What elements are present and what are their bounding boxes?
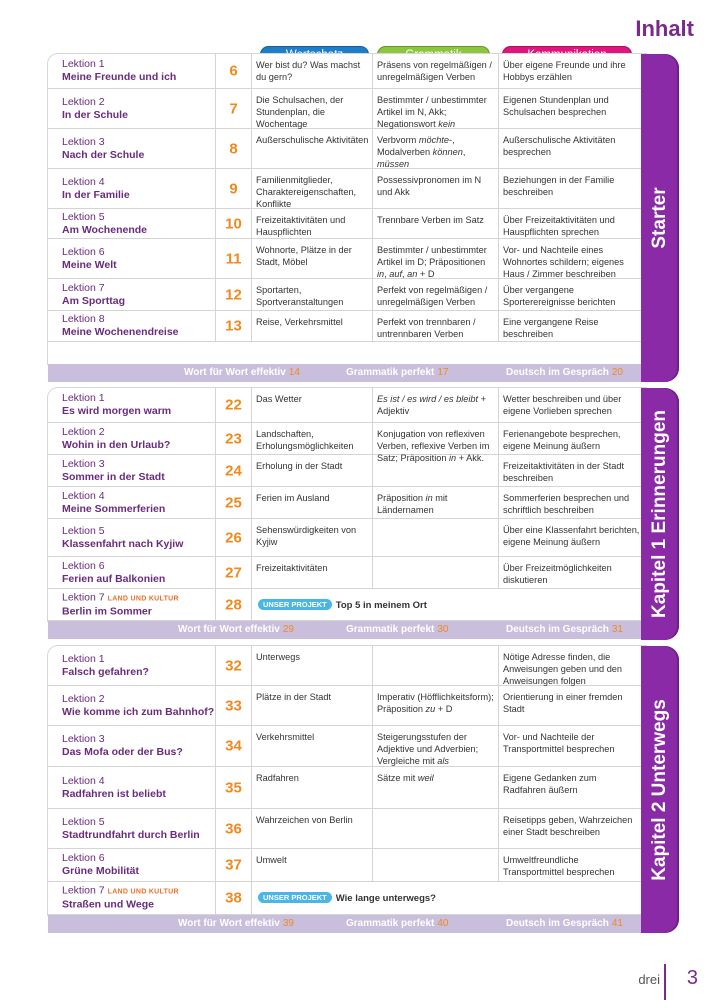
lesson-page-number: 11 [225,250,242,267]
lesson-page-number: 7 [229,100,238,117]
chapter-section [48,54,648,382]
grammatik-cell [373,487,499,518]
lesson-row [48,589,643,621]
wortschatz-text: Ferien im Ausland [256,493,330,503]
lesson-row [48,129,643,169]
page-cell [216,646,252,685]
kommunikation-text: Vor- und Nachteile der Transportmittel besprechen [503,732,615,754]
lesson-cell [48,455,216,486]
footer-item-wfw: Wort für Wort effektiv 29 [178,624,294,635]
lesson-page-number: 32 [225,657,242,674]
wortschatz-cell [252,809,373,848]
lesson-cell [48,169,216,208]
kommunikation-text: Orientierung in einer fremden Stadt [503,692,623,714]
page-number-divider [664,964,666,1000]
page-cell [216,455,252,486]
wortschatz-cell [252,209,373,238]
grammatik-text: Perfekt von regelmäßigen / unregelmäßigen Verben [377,285,488,307]
grammatik-text: Präposition in mit Ländernamen [377,493,448,515]
page-cell [216,519,252,556]
kommunikation-text: Nötige Adresse finden, die Anweisungen geben und den Anweisungen folgen [503,652,623,686]
page-cell [216,767,252,808]
wortschatz-cell [252,423,373,454]
grammatik-cell [373,646,499,685]
lesson-page-number: 13 [225,317,242,335]
wortschatz-text: Das Wetter [256,394,302,404]
lesson-cell [48,311,216,341]
wortschatz-text: Landschaften, Erholungsmöglichkeiten [256,429,354,451]
grammatik-cell [373,455,499,486]
page-cell [216,311,252,341]
chapter-section [48,388,648,640]
lesson-row [48,388,643,423]
wortschatz-text: Erholung in der Stadt [256,461,343,471]
lesson-row [48,882,643,915]
lesson-cell [48,882,216,914]
page-cell [216,239,252,278]
project-badge: UNSER PROJEKT [258,892,332,903]
page-cell [216,169,252,208]
lesson-cell [48,646,216,685]
lesson-row [48,487,643,519]
wortschatz-cell [252,557,373,588]
kommunikation-cell [499,686,643,725]
lesson-page-number: 35 [225,779,242,796]
lesson-row [48,809,643,849]
lesson-title: In der Familie [62,188,130,201]
page-cell [216,279,252,310]
project-title: Top 5 in meinem Ort [335,599,427,611]
wortschatz-text: Wohnorte, Plätze in der Stadt, Möbel [256,245,352,267]
lesson-cell [48,388,216,422]
grammatik-text: Konjugation von reflexiven Verben, reflexive Verben im Satz; Präposition in + Akk. [377,429,490,463]
page-cell [216,557,252,588]
lesson-page-number: 33 [225,697,242,714]
lesson-page-number: 23 [225,430,242,447]
wortschatz-cell [252,169,373,208]
grammatik-cell [373,239,499,278]
lesson-page-number: 37 [225,856,242,874]
page-cell [216,129,252,168]
section-footer [48,915,645,933]
lesson-page-number: 36 [225,820,242,837]
chapter-tab [641,646,679,933]
grammatik-text: Bestimmter / unbestimmter Artikel im N, Akk; Negationswort kein [377,95,487,129]
wortschatz-text: Sehenswürdigkeiten von Kyjiw [256,525,357,547]
footer-page-number: 29 [282,624,294,635]
lesson-number: Lektion 6 [62,852,105,864]
grammatik-cell [373,726,499,766]
lesson-number: Lektion 4 [62,489,105,502]
section-footer [48,364,645,382]
lesson-title: Das Mofa oder der Bus? [62,746,183,758]
kommunikation-text: Freizeitaktivitäten in der Stadt beschreiben [503,461,625,483]
lesson-number: Lektion 2 [62,425,105,438]
lesson-title: Klassenfahrt nach Kyjiw [62,537,184,550]
lesson-number: Lektion 1 [62,392,105,404]
grammatik-cell [373,557,499,588]
wortschatz-text: Verkehrsmittel [256,732,315,742]
footer-item-gp: Grammatik perfekt 30 [346,624,449,635]
lesson-title: Am Wochenende [62,223,147,236]
lesson-row [48,209,643,239]
lesson-title: Es wird morgen warm [62,405,172,417]
lesson-page-number: 26 [225,529,242,546]
page-cell [216,849,252,881]
footer-page-number: 30 [437,624,449,635]
kommunikation-text: Beziehungen in der Familie beschreiben [503,175,615,197]
kommunikation-cell [499,809,643,848]
lesson-row [48,455,643,487]
kommunikation-cell [499,726,643,766]
lesson-title: In der Schule [62,108,128,121]
grammatik-text: Steigerungsstufen der Adjektive und Adverbien; Vergleiche mit als [377,732,479,766]
kommunikation-text: Eigenen Stundenplan und Schulsachen besprechen [503,95,609,117]
lesson-title: Sommer in der Stadt [62,470,165,483]
lesson-page-number: 10 [225,215,242,232]
lesson-cell [48,239,216,278]
page-cell [216,423,252,454]
lesson-title: Straßen und Wege [62,898,154,911]
lesson-title: Meine Sommerferien [62,502,166,515]
grammatik-text: Bestimmter / unbestimmter Artikel im D; Präpositionen in, auf, an + D [377,245,487,279]
kommunikation-cell [499,557,643,588]
grammatik-text: Präsens von regelmäßigen / unregelmäßigen Verben [377,60,492,82]
wortschatz-cell [252,726,373,766]
lesson-row [48,279,643,311]
kommunikation-text: Außerschulische Aktivitäten besprechen [503,135,616,157]
lesson-row [48,646,643,686]
kommunikation-cell [499,767,643,808]
lesson-title: Falsch gefahren? [62,665,149,678]
lesson-number: Lektion 1 [62,652,105,665]
wortschatz-text: Wer bist du? Was machst du gern? [256,60,361,82]
lesson-title: Stadtrundfahrt durch Berlin [62,828,200,841]
lesson-number: Lektion 7 LAND UND KULTUR [62,591,179,603]
lesson-cell [48,89,216,128]
kommunikation-cell [499,89,643,128]
wortschatz-cell [252,686,373,725]
grammatik-cell [373,311,499,341]
wortschatz-text: Familienmitglieder, Charaktereigenschaften, Konflikte [256,175,357,209]
kommunikation-text: Sommerferien besprechen und schriftlich beschreiben [503,493,630,515]
project-title: Wie lange unterwegs? [335,893,436,904]
lesson-row [48,767,643,809]
wortschatz-cell [252,279,373,310]
lesson-row [48,686,643,726]
footer-item-gp: Grammatik perfekt 17 [346,367,449,378]
lesson-page-number: 34 [225,737,242,755]
kommunikation-cell [499,311,643,341]
lesson-number: Lektion 6 [62,559,105,572]
lesson-number: Lektion 2 [62,692,105,705]
wortschatz-cell [252,849,373,881]
chapter-tab [641,54,679,382]
lesson-title: Grüne Mobilität [62,865,139,877]
lesson-row [48,849,643,882]
project-cell [252,882,643,914]
chapter-section [48,646,648,933]
footer-item-wfw: Wort für Wort effektiv 39 [178,918,294,929]
lesson-number: Lektion 5 [62,815,105,828]
land-und-kultur-tag: LAND UND KULTUR [107,595,179,602]
page-cell [216,54,252,88]
kommunikation-text: Über Freizeitaktivitäten und Hauspflichten sprechen [503,215,615,237]
lesson-page-number: 38 [225,889,242,907]
lesson-cell [48,279,216,310]
grammatik-text: Possessivpronomen im N und Akk [377,175,482,197]
lesson-number: Lektion 7 LAND UND KULTUR [62,884,179,897]
wortschatz-cell [252,646,373,685]
grammatik-cell [373,279,499,310]
lesson-row [48,726,643,767]
lesson-number: Lektion 3 [62,457,105,470]
lesson-row [48,557,643,589]
grammatik-text: Imperativ (Höfflichkeitsform); Präposition zu + D [377,692,494,714]
lesson-page-number: 6 [229,62,238,80]
lesson-cell [48,129,216,168]
lesson-page-number: 24 [225,462,242,479]
page-cell [216,882,252,914]
wortschatz-text: Freizeitaktivitäten [256,563,328,573]
grammatik-text: Verbvorm möchte-, Modalverben können, müssen [377,135,466,169]
footer-item-gp: Grammatik perfekt 40 [346,918,449,929]
footer-page-number: 17 [437,367,449,378]
page-title: Inhalt [635,16,694,41]
lesson-title: Wie komme ich zum Bahnhof? [62,705,215,718]
lesson-table [48,388,646,621]
wortschatz-cell [252,129,373,168]
lesson-number: Lektion 6 [62,245,105,258]
lesson-number: Lektion 1 [62,58,105,70]
lesson-cell [48,423,216,454]
lesson-cell [48,767,216,808]
lesson-cell [48,809,216,848]
project-badge: UNSER PROJEKT [258,599,332,610]
grammatik-text: Es ist / es wird / es bleibt + Adjektiv [377,394,487,416]
wortschatz-text: Umwelt [256,855,287,865]
lesson-cell [48,849,216,881]
lesson-page-number: 9 [229,180,238,197]
page-cell [216,487,252,518]
kommunikation-cell [499,423,643,454]
page-number-word: drei [638,972,660,987]
kommunikation-cell [499,54,643,88]
kommunikation-cell [499,487,643,518]
wortschatz-text: Plätze in der Stadt [256,692,332,702]
chapter-tab-label: Kapitel 1 Erinnerungen [649,410,670,618]
kommunikation-cell [499,169,643,208]
page-cell [216,589,252,620]
grammatik-cell [373,849,499,881]
wortschatz-cell [252,54,373,88]
lesson-number: Lektion 3 [62,135,105,148]
lesson-cell [48,54,216,88]
grammatik-cell [373,89,499,128]
lesson-title: Meine Welt [62,258,117,271]
lesson-page-number: 22 [225,396,242,414]
kommunikation-text: Über vergangene Sporterereignisse berichten [503,285,616,307]
page-cell [216,686,252,725]
lesson-number: Lektion 5 [62,524,105,537]
kommunikation-cell [499,388,643,422]
chapter-tab-label: Kapitel 2 Unterwegs [649,698,670,881]
wortschatz-text: Außerschulische Aktivitäten [256,135,369,145]
wortschatz-cell [252,239,373,278]
footer-page-number: 39 [282,918,294,929]
footer-item-dig: Deutsch im Gespräch 20 [506,367,623,378]
wortschatz-cell [252,767,373,808]
lesson-title: Wohin in den Urlaub? [62,438,171,451]
kommunikation-text: Reisetipps geben, Wahrzeichen einer Stadt beschreiben [503,815,633,837]
lesson-title: Meine Wochenendreise [62,326,179,338]
lesson-row [48,311,643,342]
kommunikation-cell [499,239,643,278]
lesson-number: Lektion 5 [62,210,105,223]
kommunikation-cell [499,279,643,310]
lesson-title: Am Sporttag [62,294,125,307]
lesson-title: Meine Freunde und ich [62,71,177,83]
page-cell [216,809,252,848]
wortschatz-cell [252,311,373,341]
lesson-number: Lektion 2 [62,95,105,108]
wortschatz-text: Die Schulsachen, der Stundenplan, die Wochentage [256,95,344,129]
grammatik-cell [373,209,499,238]
lesson-number: Lektion 7 [62,281,105,294]
kommunikation-text: Wetter beschreiben und über eigene Vorlieben sprechen [503,394,622,416]
lesson-page-number: 25 [225,494,242,511]
section-footer [48,621,645,639]
grammatik-cell [373,519,499,556]
grammatik-text: Sätze mit weil [377,773,434,783]
grammatik-cell [373,129,499,168]
kommunikation-cell [499,849,643,881]
wortschatz-text: Unterwegs [256,652,300,662]
lesson-row [48,54,643,89]
kommunikation-text: Über eine Klassenfahrt berichten, eigene Meinung äußern [503,525,640,547]
lesson-cell [48,589,216,620]
kommunikation-cell [499,129,643,168]
lesson-row [48,89,643,129]
lesson-number: Lektion 4 [62,175,105,188]
lesson-title: Nach der Schule [62,148,145,161]
kommunikation-text: Ferienangebote besprechen, eigene Meinung äußern [503,429,621,451]
project-cell [252,589,643,620]
kommunikation-text: Über eigene Freunde und ihre Hobbys erzählen [503,60,626,82]
kommunikation-text: Über Freizeitmöglichkeiten diskutieren [503,563,612,585]
footer-item-dig: Deutsch im Gespräch 41 [506,918,623,929]
lesson-number: Lektion 4 [62,774,105,787]
lesson-cell [48,557,216,588]
kommunikation-cell [499,209,643,238]
lesson-cell [48,487,216,518]
chapter-tab [641,388,679,640]
wortschatz-cell [252,455,373,486]
grammatik-cell [373,809,499,848]
page-cell [216,89,252,128]
lesson-row [48,239,643,279]
footer-item-wfw: Wort für Wort effektiv 14 [184,367,300,378]
wortschatz-cell [252,388,373,422]
lesson-cell [48,519,216,556]
wortschatz-text: Freizeitaktivitäten und Hauspflichten [256,215,346,237]
grammatik-text: Perfekt von trennbaren / untrennbaren Verben [377,317,476,339]
wortschatz-text: Reise, Verkehrsmittel [256,317,343,327]
kommunikation-cell [499,646,643,685]
wortschatz-text: Sportarten, Sportveranstaltungen [256,285,344,307]
kommunikation-cell [499,519,643,556]
kommunikation-text: Eine vergangene Reise beschreiben [503,317,599,339]
wortschatz-cell [252,487,373,518]
lesson-page-number: 27 [225,564,242,581]
wortschatz-text: Wahrzeichen von Berlin [256,815,353,825]
lesson-row [48,169,643,209]
grammatik-cell [373,686,499,725]
lesson-cell [48,209,216,238]
lesson-title: Radfahren ist beliebt [62,787,166,800]
lesson-number: Lektion 8 [62,313,105,325]
footer-page-number: 14 [288,367,300,378]
grammatik-cell [373,423,499,463]
lesson-title: Ferien auf Balkonien [62,572,166,585]
page-cell [216,388,252,422]
lesson-number: Lektion 3 [62,733,105,745]
lesson-page-number: 12 [225,286,242,303]
page-number: 3 [686,967,698,989]
chapter-tab-label: Starter [649,187,670,249]
kommunikation-text: Vor- und Nachteile eines Wohnortes schildern; eigenes Haus / Zimmer beschreiben [503,245,624,279]
lesson-row [48,519,643,557]
lesson-table [48,646,646,915]
land-und-kultur-tag: LAND UND KULTUR [107,888,179,896]
kommunikation-text: Umweltfreundliche Transportmittel besprechen [503,855,615,877]
page-cell [216,726,252,766]
lesson-row [48,423,643,463]
lesson-cell [48,686,216,725]
footer-item-dig: Deutsch im Gespräch 31 [506,624,623,635]
grammatik-text: Trennbare Verben im Satz [377,215,484,225]
wortschatz-text: Radfahren [256,773,299,783]
footer-page-number: 40 [437,918,449,929]
lesson-cell [48,726,216,766]
kommunikation-text: Eigene Gedanken zum Radfahren äußern [503,773,597,795]
wortschatz-cell [252,89,373,128]
page-cell [216,209,252,238]
lesson-title: Berlin im Sommer [62,605,152,617]
grammatik-cell [373,388,499,422]
lesson-page-number: 8 [229,140,238,157]
grammatik-cell [373,54,499,88]
kommunikation-cell [499,455,643,486]
wortschatz-cell [252,519,373,556]
footer-page-number: 31 [611,624,623,635]
lesson-table [48,54,646,364]
footer-page-number: 41 [611,918,623,929]
footer-page-number: 20 [611,367,623,378]
lesson-page-number: 28 [225,596,242,613]
grammatik-cell [373,169,499,208]
grammatik-cell [373,767,499,808]
